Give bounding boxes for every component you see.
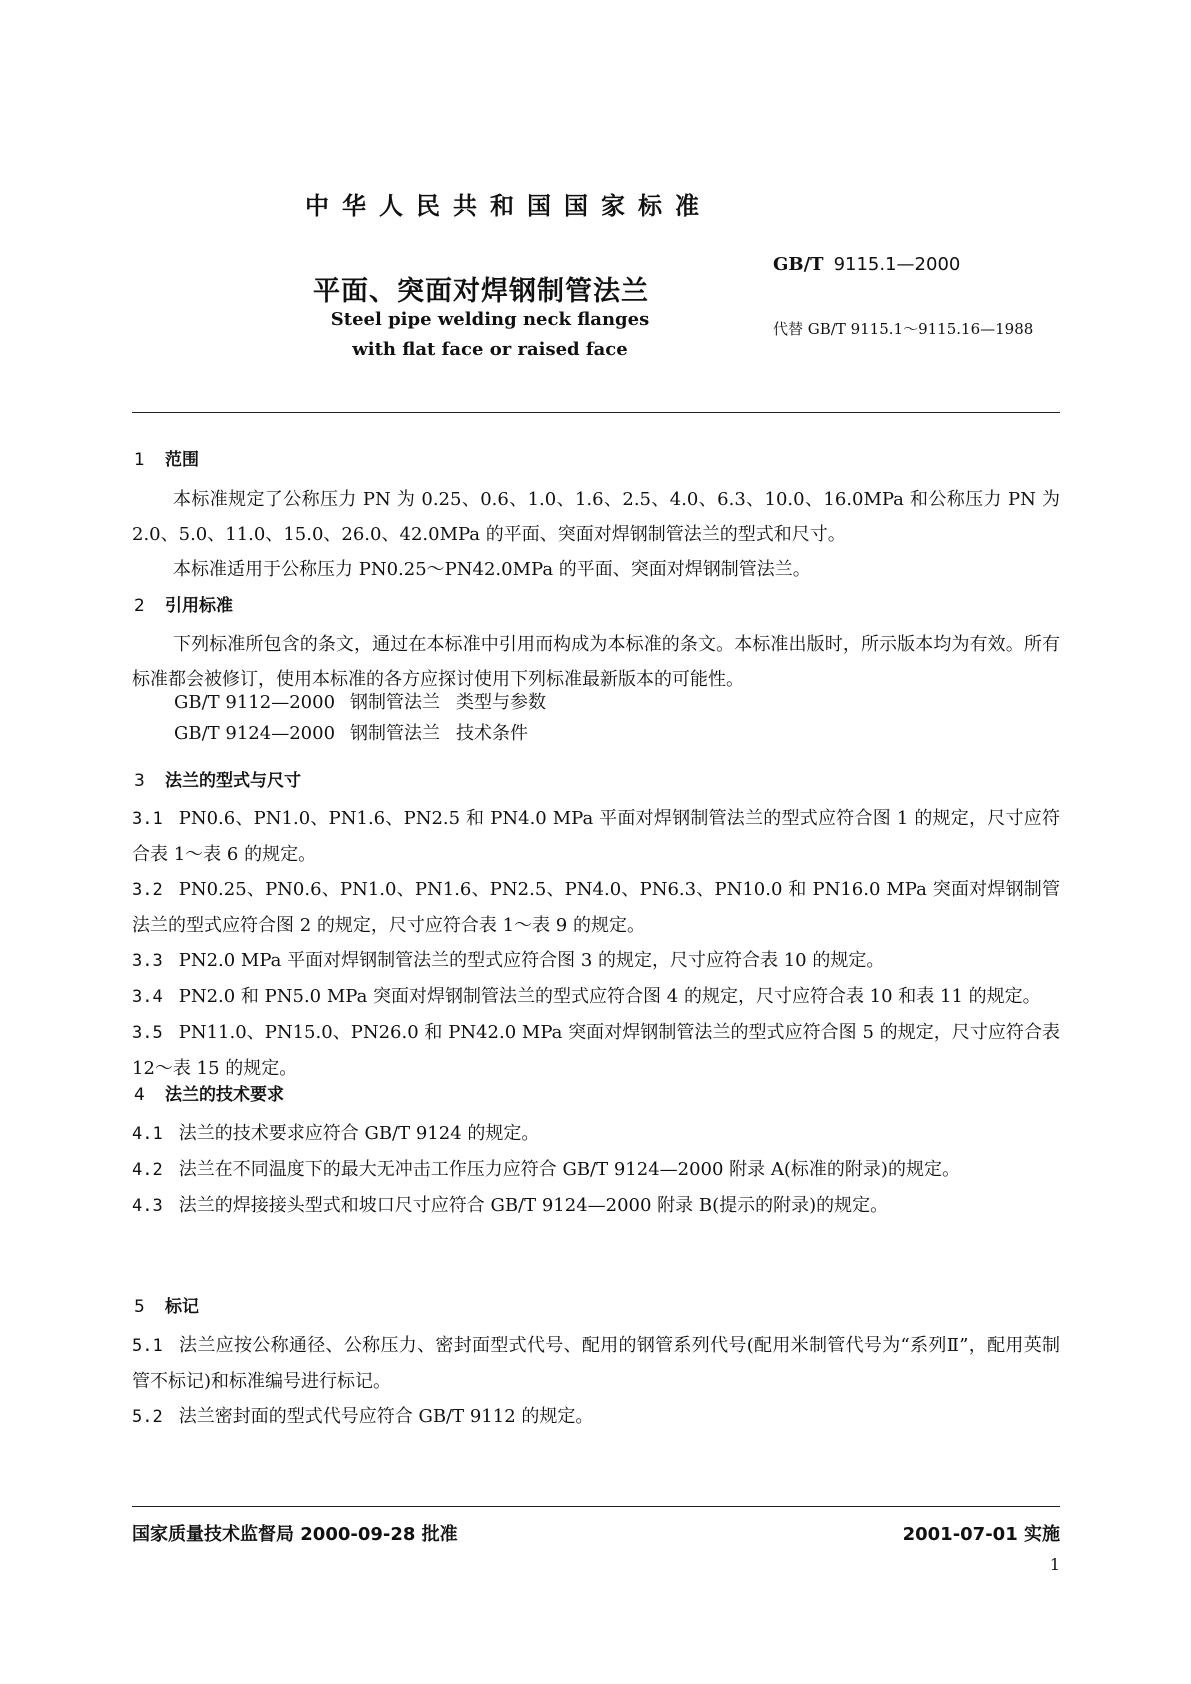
clause [132,979,1060,1015]
clause-number: 4.1 [132,1124,163,1144]
section-number: 1 [134,450,145,470]
section-4-heading [134,1080,284,1105]
standard-title-en-line1: Steel pipe welding neck flanges [330,309,650,330]
section-title: 范围 [165,450,199,470]
section-title: 引用标准 [165,596,233,616]
reference-code: GB/T 9112—2000 [174,692,336,713]
replaces-note: 代替 GB/T 9115.1～9115.16—1988 [773,320,1034,338]
implementation-date: 2001-07-01 实施 [902,1524,1060,1545]
section-3-body [132,801,1060,1086]
clause-number: 5.2 [132,1407,163,1427]
reference-item [174,719,528,745]
clause-text: 法兰密封面的型式代号应符合 GB/T 9112 的规定。 [178,1406,594,1427]
reference-name: 钢制管法兰 [350,692,440,713]
footer-divider [132,1506,1060,1507]
clause [132,943,1060,979]
clause [132,1116,1060,1152]
section-number: 2 [134,596,145,616]
page-number: 1 [1049,1555,1060,1574]
reference-name: 钢制管法兰 [350,723,440,744]
section-4-body [132,1116,1060,1224]
standard-code: GB/T [773,254,824,275]
clause [132,872,1060,943]
section-5-body [132,1328,1060,1435]
nation-standard-heading: 中华人民共和国国家标准 [305,192,712,220]
section-2-heading [134,591,233,616]
clause-text: PN2.0 和 PN5.0 MPa 突面对焊钢制管法兰的型式应符合图 4 的规定，尺寸应符合表 10 和表 11 的规定。 [178,986,1041,1007]
standard-number-value: 9115.1—2000 [833,254,961,275]
standard-number [773,254,960,275]
section-3-heading [134,766,301,791]
clause [132,1328,1060,1399]
paragraph: 本标准适用于公称压力 PN0.25～PN42.0MPa 的平面、突面对焊钢制管法兰。 [173,559,811,580]
section-2-body [132,627,1060,697]
section-number: 5 [134,1297,145,1317]
paragraph: 下列标准所包含的条文，通过在本标准中引用而构成为本标准的条文。本标准出版时，所示版本均为有效。所有标准都会被修订，使用本标准的各方应探讨使用下列标准最新版本的可能性。 [132,634,1060,690]
clause [132,1152,1060,1188]
paragraph: 本标准规定了公称压力 PN 为 0.25、0.6、1.0、1.6、2.5、4.0、6.3、10.0、16.0MPa 和公称压力 PN 为 2.0、5.0、11.0、15.0、26.0、42.0MPa 的平面、突面对焊钢制管法兰的型式和尺寸。 [132,489,1060,545]
clause-text: 法兰的焊接接头型式和坡口尺寸应符合 GB/T 9124—2000 附录 B(提示的附录)的规定。 [178,1195,889,1216]
section-title: 法兰的技术要求 [165,1085,284,1105]
clause-number: 4.2 [132,1160,163,1180]
approval-note: 国家质量技术监督局 2000-09-28 批准 [132,1524,458,1545]
section-number: 4 [134,1085,145,1105]
clause [132,1188,1060,1224]
clause [132,1399,1060,1435]
reference-code: GB/T 9124—2000 [174,723,336,744]
section-5-heading [134,1292,199,1317]
section-1-heading [134,445,199,470]
reference-desc: 类型与参数 [456,692,546,713]
header-divider [132,412,1060,413]
section-1-body [132,482,1060,587]
clause [132,1015,1060,1086]
standard-title-en-line2: with flat face or raised face [352,339,628,360]
clause-number: 3.1 [132,809,163,829]
clause [132,801,1060,872]
clause-text: PN0.25、PN0.6、PN1.0、PN1.6、PN2.5、PN4.0、PN6.3、PN10.0 和 PN16.0 MPa 突面对焊钢制管法兰的型式应符合图 2 的规定，尺寸应符合表 1～表 9 的规定。 [132,879,1060,936]
section-title: 标记 [165,1297,199,1317]
clause-number: 3.5 [132,1023,163,1043]
clause-number: 3.2 [132,880,163,900]
clause-text: PN0.6、PN1.0、PN1.6、PN2.5 和 PN4.0 MPa 平面对焊钢制管法兰的型式应符合图 1 的规定，尺寸应符合表 1～表 6 的规定。 [132,808,1060,865]
clause-text: PN2.0 MPa 平面对焊钢制管法兰的型式应符合图 3 的规定，尺寸应符合表 10 的规定。 [178,950,885,971]
clause-text: 法兰的技术要求应符合 GB/T 9124 的规定。 [178,1123,540,1144]
clause-number: 3.3 [132,951,163,971]
clause-number: 5.1 [132,1336,163,1356]
clause-text: 法兰在不同温度下的最大无冲击工作压力应符合 GB/T 9124—2000 附录 A(标准的附录)的规定。 [178,1159,960,1180]
section-number: 3 [134,771,145,791]
reference-desc: 技术条件 [456,723,528,744]
clause-number: 4.3 [132,1196,163,1216]
clause-number: 3.4 [132,987,163,1007]
clause-text: 法兰应按公称通径、公称压力、密封面型式代号、配用的钢管系列代号(配用米制管代号为“系列Ⅱ”，配用英制管不标记)和标准编号进行标记。 [132,1335,1060,1392]
standard-title-cn: 平面、突面对焊钢制管法兰 [313,276,649,307]
section-title: 法兰的型式与尺寸 [165,771,301,791]
reference-item [174,688,546,714]
clause-text: PN11.0、PN15.0、PN26.0 和 PN42.0 MPa 突面对焊钢制管法兰的型式应符合图 5 的规定，尺寸应符合表 12～表 15 的规定。 [132,1022,1060,1079]
